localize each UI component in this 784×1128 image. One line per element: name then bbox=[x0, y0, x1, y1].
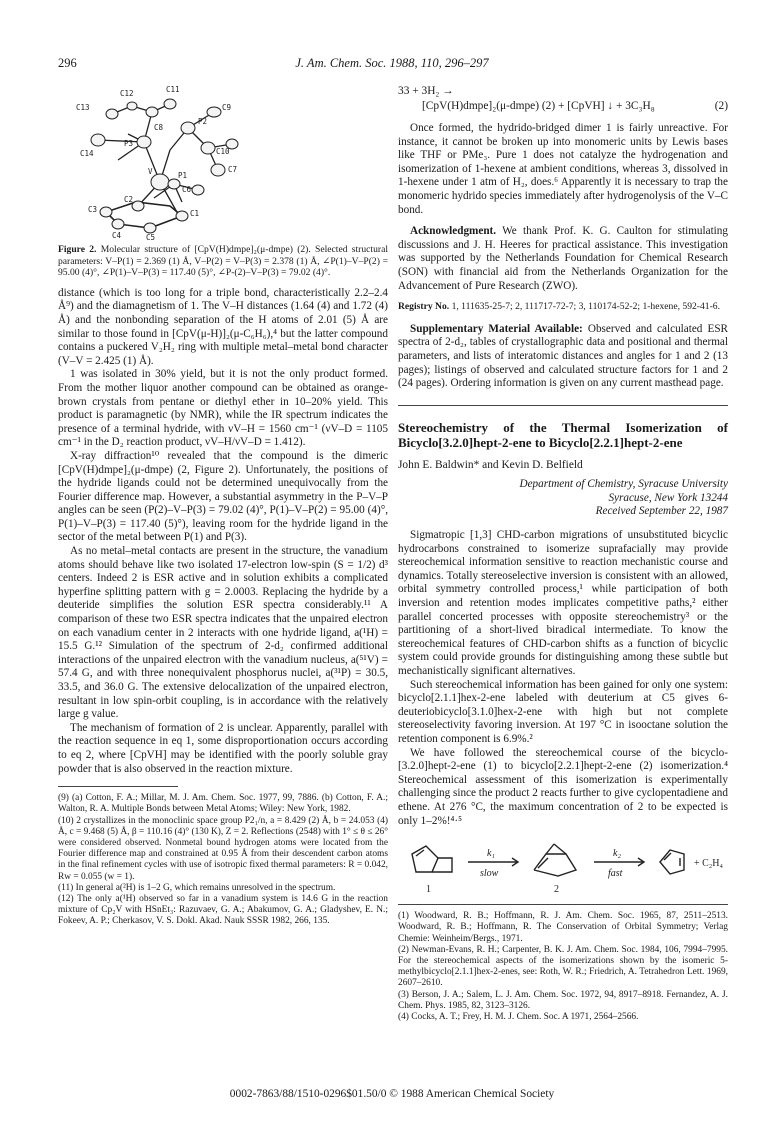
equation-line bbox=[398, 99, 728, 114]
atom-ellipsoid bbox=[146, 107, 158, 117]
ethene-byproduct: + C₂H₄ bbox=[694, 858, 724, 870]
atom-label: C13 bbox=[76, 103, 90, 112]
body-paragraph: We have followed the stereochemical course of the bicyclo-[3.2.0]hept-2-ene (1) to bicyclo[2.2.1]hept-2-ene (2) isomerization.⁴ Stereochemical assessment of this isomerization is experimentally challenging since the product 2 reacts further to give cyclopentadiene and ethene. At 276 °C, the maximum concentration of 2 to be expected is only 1–2%!⁴·⁵ bbox=[398, 746, 728, 827]
atom-label: C2 bbox=[124, 195, 134, 204]
supp-text: Observed and calculated ESR spectra of 2-d₂, tables of crystallographic data and positional and thermal parameters, and lists of interatomic distances and angles for 1 and 2 (13 pages); listings of observed and calculated structure factors for 1 and 2 (24 pages). Ordering information is given on any current masthead page. bbox=[398, 322, 728, 390]
ack-label: Acknowledgment. bbox=[410, 225, 497, 238]
journal-title: J. Am. Chem. Soc. 1988, 110, 296–297 bbox=[295, 56, 489, 70]
atom-ellipsoid bbox=[100, 207, 112, 217]
body-paragraph: Such stereochemical information has been gained for only one system: bicyclo[2.1.1]hex-2-ene labeled with deuterium at C5 gives 6-deuteriobicyclo[3.1.0]hex-2-ene with high but not complete stereoselectivity favoring inversion. At 197 °C in isooctane solution the retention component is 6.9%.² bbox=[398, 678, 728, 745]
supplementary-material bbox=[398, 323, 728, 391]
molecular-structure-figure bbox=[58, 84, 388, 242]
atom-ellipsoid bbox=[192, 185, 204, 195]
figure-caption bbox=[58, 244, 388, 279]
ortep-drawing bbox=[58, 84, 388, 242]
atom-ellipsoid bbox=[207, 107, 221, 117]
registry-numbers bbox=[398, 301, 728, 313]
rate-label-fast: fast bbox=[608, 868, 623, 880]
atom-label: P1 bbox=[178, 171, 188, 180]
atom-label: C5 bbox=[146, 233, 156, 242]
right-column bbox=[398, 84, 728, 1023]
atom-label: P2 bbox=[198, 117, 208, 126]
footnote: (9) (a) Cotton, F. A.; Millar, M. J. Am. Chem. Soc. 1977, 99, 7886. (b) Cotton, F. A.; Walton, R. A. Multiple Bonds between Metal Atoms; Wiley: New York, 1982. bbox=[58, 793, 388, 815]
scheme-drawing bbox=[398, 836, 728, 898]
registry-label: Registry No. bbox=[398, 301, 450, 313]
compound-label-2: 2 bbox=[554, 884, 559, 896]
received-date: Received September 22, 1987 bbox=[595, 505, 728, 518]
atom-label: C6 bbox=[182, 185, 192, 194]
atom-label: C3 bbox=[88, 205, 98, 214]
page-header bbox=[58, 56, 726, 74]
atom-ellipsoid bbox=[91, 134, 105, 146]
body-paragraph: distance (which is too long for a triple bond, characteristically 2.2–2.4 Å⁹) and the diamagnetism of 1. The V–H distances (1.64 (4) and 1.72 (4) Å) and the nonbonding separation of the H atoms of 2.01 (5) Å are similar to those found in [CpV(μ-H)]₂(μ-C₆H₆),⁴ but the latter compound contains a puckered V₂H₂ ring with multiple metal–metal bond character (V–V = 2.425 (1) Å). bbox=[58, 286, 388, 367]
footnote-rule bbox=[58, 786, 178, 787]
atom-label: C1 bbox=[190, 209, 200, 218]
affiliation: Department of Chemistry, Syracuse University bbox=[519, 478, 728, 491]
atom-label: C9 bbox=[222, 103, 232, 112]
reaction-scheme bbox=[398, 836, 728, 898]
atom-ellipsoid bbox=[151, 174, 169, 190]
atom-ellipsoid bbox=[112, 219, 124, 229]
atom-ellipsoid bbox=[127, 102, 137, 110]
caption-text: Molecular structure of [CpV(H)dmpe]₂(μ-dmpe) (2). Selected structural parameters: V–P(1) = 2.369 (1) Å, V–P(2) = V–P(3) = 2.378 (1) Å, ∠P(1)–V–P(2) = 95.00 (4)°, ∠P(1)–V–P(3) = 117.40 (5)°, ∠P-(2)–V–P(3) = 79.02 (4)°. bbox=[58, 244, 388, 279]
acknowledgment bbox=[398, 225, 728, 293]
body-paragraph: Once formed, the hydrido-bridged dimer 1 is fairly unreactive. For instance, it cannot be broken up into monomeric units by Lewis bases like THF or PMe₃. Pure 1 does not catalyze the hydrogenation and isomerization of 1-hexene at ambient conditions, whereas 3, dissolved in 1-hexene under 1 atm of H₂, does.⁶ Apparently it is necessary to trap the monomeric hydrido species immediately after hydrogenolysis of the V–C bond. bbox=[398, 122, 728, 216]
atom-label: V bbox=[148, 167, 153, 176]
atom-label: P3 bbox=[124, 139, 134, 148]
footnote: (1) Woodward, R. B.; Hoffmann, R. J. Am. Chem. Soc. 1965, 87, 2511–2513. Woodward, R. B.; Hoffmann, R. The Conservation of Orbital Symmetry; Verlag Chemie: Weinheim/Bergs., 1971. bbox=[398, 911, 728, 944]
atom-ellipsoid bbox=[137, 136, 151, 148]
article-title: Stereochemistry of the Thermal Isomerization of Bicyclo[3.2.0]hept-2-ene to Bicyclo[2.2.1]hept-2-ene bbox=[398, 419, 728, 451]
footnote: (3) Berson, J. A.; Salem, L. J. Am. Chem. Soc. 1972, 94, 8917–8918. Fernandez, A. J. Chem. Phys. 1985, 82, 3123–3126. bbox=[398, 989, 728, 1011]
body-paragraph: 1 was isolated in 30% yield, but it is not the only product formed. From the mother liquor another compound can be obtained as orange-brown crystals from pentane or diethyl ether in 10–20% yield. This product is paramagnetic (by NMR), while the IR spectrum indicates the presence of a terminal hydride, with νV–H = 1560 cm⁻¹ (νV–D = 1105 cm⁻¹ in the D₂ reaction product, νV–H/νV–D = 1.412). bbox=[58, 368, 388, 449]
atom-label: C12 bbox=[120, 89, 134, 98]
article-authors: John E. Baldwin* and Kevin D. Belfield bbox=[398, 458, 583, 471]
atom-ellipsoid bbox=[164, 99, 176, 109]
body-paragraph: The mechanism of formation of 2 is unclear. Apparently, parallel with the reaction sequence in eq 1, some disproportionation occurs according to eq 2, where [CpVH] may be identified with the poorly soluble gray powder that is also observed in the reaction mixture. bbox=[58, 721, 388, 775]
body-paragraph: Sigmatropic [1,3] CHD-carbon migrations of unsubstituted bicyclic hydrocarbons constrained to isomerize suprafacially may provide stereochemical information sensitive to reaction mechanistic course and dynamics. Totally stereoselective inversion is consistent with an allowed, orbital symmetry controlled process,¹ while participation of both inversion and retention modes implicates competitive paths,² either parallel concerted processes with opposite stereochemistry³ or the partitioning of a short-lived biradical intermediate. To know the stereochemical features of CHD-carbon shifts as a function of bicyclic system could provide grounds for distinguishing among these subtle but mechanistically significant alternatives. bbox=[398, 529, 728, 677]
atom-label: C8 bbox=[154, 123, 164, 132]
affiliation: Syracuse, New York 13244 bbox=[608, 491, 728, 504]
atom-ellipsoid bbox=[211, 164, 225, 176]
atom-ellipsoid bbox=[106, 109, 118, 119]
footnote: (4) Cocks, A. T.; Frey, H. M. J. Chem. Soc. A 1971, 2564–2566. bbox=[398, 1011, 639, 1022]
equation-2 bbox=[398, 84, 728, 114]
body-paragraph: X-ray diffraction¹⁰ revealed that the compound is the dimeric [CpV(H)dmpe]₂(μ-dmpe) (2, Figure 2). Unfortunately, the positions of the hydride ligands could not be determined unequivocally from the Fourier difference map. However, a substantial asymmetry in the P–V–P angles can be seen (P(2)–V–P(3) = 79.02 (4)°, P(1)–V–P(2) = 95.00 (4)°, P(1)–V–P(3) = 117.40 (5)°), leaving room for the hydride ligand in the sector of the metal between P(1) and P(3). bbox=[58, 449, 388, 544]
footnote: (10) 2 crystallizes in the monoclinic space group P2₁/n, a = 8.429 (2) Å, b = 24.053 (4) Å, c = 9.468 (5) Å, β = 110.16 (4)° (130 K), Z = 2. Reflections (2548) with 1° ≤ θ ≤ 26° were considered observed. Nonmetal bound hydrogen atoms were located from the Fourier difference map and constrained at 0.95 Å from their descendent carbon atoms in the final refinement cycles with use of isotropic fixed thermal parameters: R = 0.042, Rw = 0.055 (w = 1). bbox=[58, 815, 388, 882]
atom-ellipsoid bbox=[144, 223, 156, 233]
footnote-rule bbox=[398, 904, 728, 905]
equation-number: (2) bbox=[714, 100, 728, 112]
equation-text: [CpV(H)dmpe]₂(μ-dmpe) (2) + [CpVH] ↓ + 3C₃H₈ bbox=[422, 100, 655, 112]
atom-ellipsoid bbox=[181, 122, 195, 134]
bicycloheptene-ring bbox=[412, 846, 438, 872]
atom-ellipsoid bbox=[168, 179, 180, 189]
atom-label: C10 bbox=[216, 147, 230, 156]
compound-label-1: 1 bbox=[426, 884, 431, 896]
footnote: (2) Newman-Evans, R. H.; Carpenter, B. K. J. Am. Chem. Soc. 1984, 106, 7994–7995. For the stereochemical aspects of the isomerizations shown by the isomeric 5-methylbicyclo[2.1.1]hex-2-enes, see: Roth, W. R.; Friedrich, A. Tetrahedron Lett. 1969, 2607–2610. bbox=[398, 944, 728, 989]
left-column bbox=[58, 84, 388, 928]
bridge-bond bbox=[554, 844, 566, 854]
rate-constant-k2: k₂ bbox=[613, 848, 621, 860]
equation-line: 33 + 3H₂ → bbox=[398, 85, 454, 97]
ack-text: We thank Prof. K. G. Caulton for stimulating discussions and J. H. Heeres for practical assistance. This investigation was supported by the Netherlands Foundation for Chemical Research (SON) with financial aid from the Netherlands Organization for the Advancement of Pure Research (ZWO). bbox=[398, 225, 728, 292]
body-paragraph: As no metal–metal contacts are present in the structure, the vanadium atoms should behave like two isolated 17-electron low-spin (S = 1/2) d³ centers. Indeed 2 is ESR active and in solution exhibits a complicated hyperfine splitting pattern with g = 2.0003. Replacing the hydride by a deuteride simplifies the solution ESR spectra considerably.¹¹ A comparison of these two ESR spectra indicates that the unpaired electron on each vanadium center in 2 interacts with one hydride ligand, a(¹H) = 15.5 G.¹² Simulation of the spectrum of 2-d₂ confirmed additional interactions of the unpaired electron with the vanadium nucleus, a(⁵¹V) = 57.4 G, and with three nonequivalent phosphorus nuclei, a(³¹P) = 30.5, 33.5, and 36.0 G. The extensive delocalization of the unpaired electron, resultant in low spin-orbit coupling, is in accordance with the relatively large g value. bbox=[58, 545, 388, 721]
rate-label-slow: slow bbox=[480, 868, 499, 880]
registry-text: 1, 111635-25-7; 2, 111717-72-7; 3, 110174-52-2; 1-hexene, 592-41-6. bbox=[451, 301, 720, 313]
atom-label: C11 bbox=[166, 85, 180, 94]
page-number: 296 bbox=[58, 56, 77, 70]
caption-label: Figure 2. bbox=[58, 244, 97, 255]
atom-label: C7 bbox=[228, 165, 238, 174]
article-divider bbox=[398, 405, 728, 406]
rate-constant-k1: k₁ bbox=[487, 848, 495, 860]
atom-label: C14 bbox=[80, 149, 94, 158]
atom-ellipsoid bbox=[201, 142, 215, 154]
bridge-bond bbox=[546, 844, 554, 854]
atom-ellipsoid bbox=[176, 211, 188, 221]
atom-label: C4 bbox=[112, 231, 122, 240]
supp-label: Supplementary Material Available: bbox=[410, 322, 583, 335]
atom-ellipsoid bbox=[132, 201, 144, 211]
footnote: (11) In general a(²H) is 1–2 G, which remains unresolved in the spectrum. bbox=[58, 882, 336, 893]
page-footer: 0002-7863/88/1510-0296$01.50/0 © 1988 American Chemical Society bbox=[229, 1088, 555, 1100]
footnote: (12) The only a(¹H) observed so far in a vanadium system is 14.6 G in the reaction mixture of Cp₂V with HSnEt₃: Razuvaev, G. A.; Abakumov, G. A.; Gladyshev, E. N.; Fokeev, A. P.; Cherkasov, V. S. Dokl. Akad. Nauk SSSR 1982, 266, 135. bbox=[58, 893, 388, 927]
